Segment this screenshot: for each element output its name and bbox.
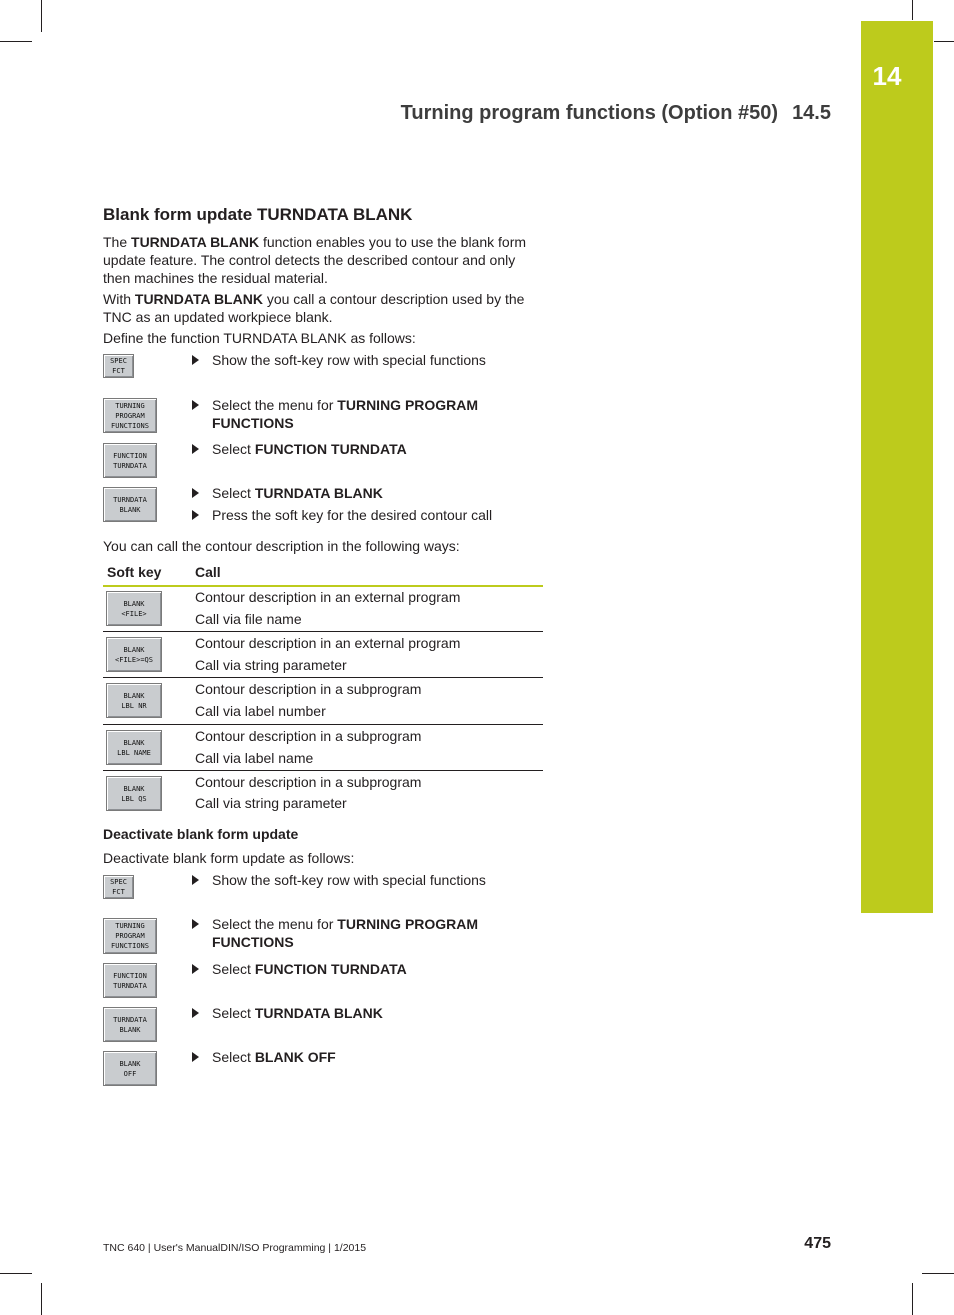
keyword: FUNCTION TURNDATA: [254, 961, 407, 977]
crop-mark: [41, 1283, 42, 1315]
running-head: [401, 102, 831, 125]
softkey-turning-program-functions[interactable]: TURNING PROGRAM FUNCTIONS: [103, 398, 157, 433]
softkey-blank-lbl-name[interactable]: BLANK LBL NAME: [106, 730, 162, 765]
chapter-tab: [861, 21, 933, 913]
chapter-number: 14: [872, 61, 902, 91]
deactivate-title: Deactivate blank form update: [103, 826, 299, 842]
crop-mark: [912, 0, 913, 20]
keyword: FUNCTION TURNDATA: [254, 441, 407, 457]
row-call-method: Call via string parameter: [195, 657, 347, 673]
table-row: [103, 771, 543, 815]
step-select-turndata-blank: [192, 1004, 542, 1022]
step-select-function-turndata: [192, 960, 542, 978]
softkey-spec-fct[interactable]: SPEC FCT: [103, 875, 134, 899]
table-header: [103, 563, 543, 587]
keyword: TURNING PROGRAM: [337, 397, 479, 413]
row-description: Contour description in an external program: [195, 635, 461, 651]
step-text: Press the soft key for the desired contour call: [212, 507, 493, 523]
row-call-method: Call via label name: [195, 750, 314, 766]
step-select-turndata-blank: [192, 484, 542, 502]
step-text: Show the soft-key row with special functions: [212, 352, 486, 368]
step-text: [212, 915, 542, 951]
arrow-icon: [192, 400, 199, 410]
softkey-blank-lbl-nr[interactable]: BLANK LBL NR: [106, 683, 162, 718]
keyword: TURNDATA BLANK: [134, 291, 263, 307]
step-text: [212, 1004, 542, 1022]
step-select-blank-off: [192, 1048, 542, 1066]
column-header-call: Call: [195, 564, 221, 580]
softkey-spec-fct[interactable]: SPEC FCT: [103, 354, 134, 378]
ways-intro: You can call the contour description in the following ways:: [103, 538, 460, 554]
intro-paragraph-2: [103, 290, 543, 326]
crop-mark: [41, 0, 42, 32]
text: Select: [212, 961, 255, 977]
arrow-icon: [192, 964, 199, 974]
step-show-special-functions: [192, 351, 542, 369]
running-head-section: 14.5: [792, 102, 831, 124]
softkey-turndata-blank[interactable]: TURNDATA BLANK: [103, 1007, 157, 1042]
step-text: [212, 440, 542, 458]
column-header-softkey: Soft key: [107, 564, 162, 580]
text: With: [103, 291, 135, 307]
table-row: [103, 586, 543, 632]
keyword: TURNDATA BLANK: [254, 485, 383, 501]
running-head-title: Turning program functions (Option #50): [400, 102, 779, 124]
softkey-blank-lbl-qs[interactable]: BLANK LBL QS: [106, 776, 162, 811]
keyword: TURNING PROGRAM: [337, 916, 479, 932]
row-call-method: Call via string parameter: [195, 795, 347, 811]
intro-paragraph-1: [103, 233, 543, 287]
softkey-blank-file-qs[interactable]: BLANK <FILE>=QS: [106, 637, 162, 672]
keyword: TURNDATA BLANK: [131, 234, 260, 250]
arrow-icon: [192, 488, 199, 498]
text: Select: [212, 485, 255, 501]
arrow-icon: [192, 875, 199, 885]
softkey-function-turndata[interactable]: FUNCTION TURNDATA: [103, 963, 157, 998]
crop-mark: [934, 41, 954, 42]
step-text: [212, 960, 542, 978]
text: you call a contour description used by the TNC as an updated workpiece blank.: [103, 291, 525, 325]
softkey-function-turndata[interactable]: FUNCTION TURNDATA: [103, 443, 157, 478]
text: Select the menu for: [212, 397, 338, 413]
arrow-icon: [192, 355, 199, 365]
keyword: FUNCTIONS: [212, 934, 294, 950]
page-number: 475: [804, 1235, 831, 1252]
crop-mark: [922, 1273, 954, 1274]
softkey-blank-off[interactable]: BLANK OFF: [103, 1051, 157, 1086]
step-text: [212, 1048, 542, 1066]
crop-mark: [0, 1273, 32, 1274]
step-press-contour-softkey: [192, 506, 542, 524]
row-call-method: Call via label number: [195, 703, 326, 719]
step-text: [212, 484, 542, 502]
row-description: Contour description in a subprogram: [195, 774, 422, 790]
row-description: Contour description in an external program: [195, 589, 461, 605]
footer-text: TNC 640 | User's ManualDIN/ISO Programming | 1/2015: [103, 1242, 367, 1254]
text: Select: [212, 441, 255, 457]
text: Select the menu for: [212, 916, 338, 932]
section-title: Blank form update TURNDATA BLANK: [103, 205, 413, 224]
crop-mark: [912, 1283, 913, 1315]
step-select-turning-menu: [192, 915, 542, 951]
table-row: [103, 678, 543, 725]
step-text: [212, 396, 542, 432]
keyword: FUNCTIONS: [212, 415, 294, 431]
softkey-turning-program-functions[interactable]: TURNING PROGRAM FUNCTIONS: [103, 918, 157, 954]
text: Select: [212, 1005, 255, 1021]
arrow-icon: [192, 919, 199, 929]
step-text: Show the soft-key row with special functions: [212, 872, 486, 888]
arrow-icon: [192, 444, 199, 454]
text: function enables you to use the blank form update feature. The control detects the described contour and only then machines the residual material.: [103, 234, 527, 286]
deactivate-intro: Deactivate blank form update as follows:: [103, 850, 355, 866]
keyword: TURNDATA BLANK: [254, 1005, 383, 1021]
row-description: Contour description in a subprogram: [195, 728, 422, 744]
step-select-turning-menu: [192, 396, 542, 432]
softkey-blank-file[interactable]: BLANK <FILE>: [106, 591, 162, 626]
table-row: [103, 725, 543, 771]
keyword: BLANK OFF: [254, 1049, 336, 1065]
softkey-turndata-blank[interactable]: TURNDATA BLANK: [103, 487, 157, 522]
step-select-function-turndata: [192, 440, 542, 458]
arrow-icon: [192, 1008, 199, 1018]
row-call-method: Call via file name: [195, 611, 302, 627]
row-description: Contour description in a subprogram: [195, 681, 422, 697]
crop-mark: [0, 41, 32, 42]
arrow-icon: [192, 1052, 199, 1062]
text: The: [103, 234, 132, 250]
text: Select: [212, 1049, 255, 1065]
step-show-special-functions: [192, 871, 542, 889]
intro-paragraph-3: Define the function TURNDATA BLANK as follows:: [103, 330, 416, 346]
table-row: [103, 632, 543, 678]
arrow-icon: [192, 510, 199, 520]
